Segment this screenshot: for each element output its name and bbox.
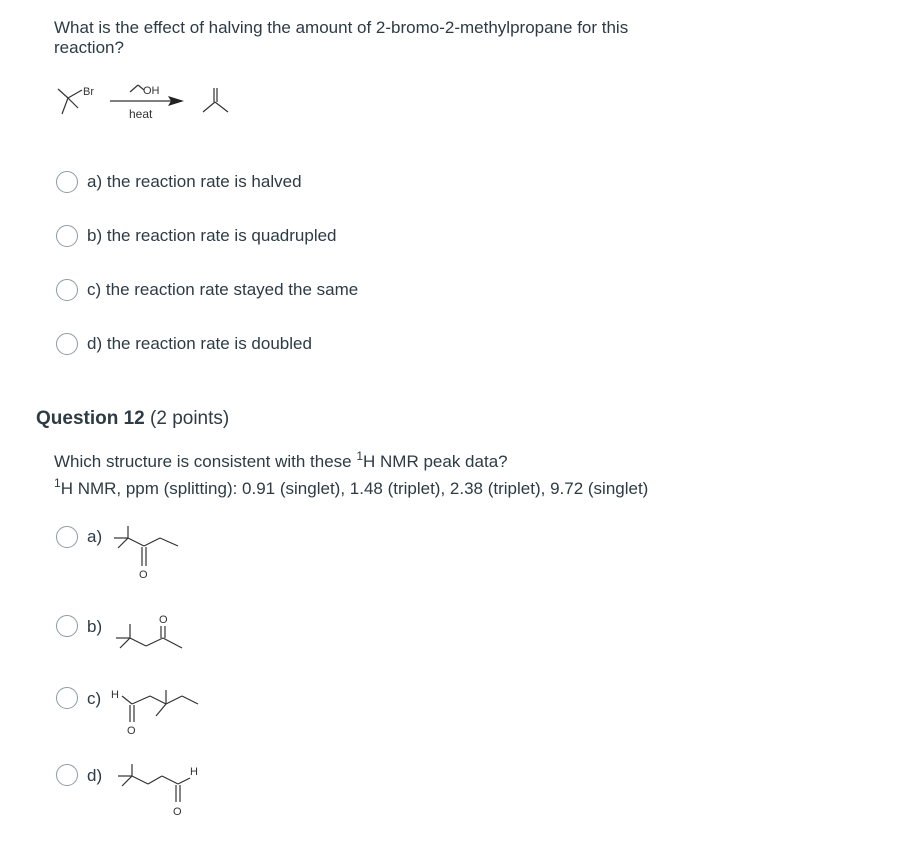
oh-label: OH — [143, 85, 160, 97]
hydrogen-label: H — [111, 689, 119, 701]
q12-structure-a — [108, 522, 198, 582]
q12-option-b-letter[interactable]: b) — [87, 617, 103, 636]
q11-option-a-radio[interactable] — [56, 171, 78, 193]
oxygen-label: O — [173, 806, 182, 818]
q12-points: (2 points) — [150, 408, 230, 429]
q12-heading — [36, 408, 229, 430]
oxygen-label: O — [139, 569, 148, 581]
q12-structure-b — [110, 610, 200, 660]
q11-prompt-line2: reaction? — [54, 38, 124, 57]
q12-option-c-radio[interactable] — [56, 687, 78, 709]
br-label: Br — [83, 86, 94, 98]
ethanol — [130, 85, 144, 92]
q12-option-a-radio[interactable] — [56, 526, 78, 548]
q12-option-d-letter[interactable]: d) — [87, 766, 103, 785]
q12-option-b-radio[interactable] — [56, 615, 78, 637]
q12-structure-c — [110, 684, 210, 744]
q12-option-a-letter[interactable]: a) — [87, 527, 103, 546]
oxygen-label: O — [159, 614, 168, 626]
q11-option-b-label[interactable]: b) the reaction rate is quadrupled — [87, 226, 337, 245]
q11-prompt — [54, 18, 628, 58]
q11-option-c-label[interactable]: c) the reaction rate stayed the same — [87, 280, 359, 299]
q11-option-b-radio[interactable] — [56, 225, 78, 247]
oxygen-label: O — [127, 725, 136, 737]
q12-prompt: Which structure is consistent with these $^1$H NMR peak data? — [54, 449, 508, 471]
q11-reaction-scheme — [54, 78, 254, 128]
isobutylene — [203, 88, 228, 112]
q12-nmr-data: $^1$H NMR, ppm (splitting): 0.91 (singlet), 1.48 (triplet), 2.38 (triplet), 9.72 (singlet) — [54, 476, 649, 498]
tert-butyl-bromide — [58, 89, 82, 114]
heat-label: heat — [129, 107, 153, 121]
q11-option-d-label[interactable]: d) the reaction rate is doubled — [87, 334, 312, 353]
q12-option-d-radio[interactable] — [56, 764, 78, 786]
q12-structure-d — [110, 758, 210, 824]
q11-option-d-radio[interactable] — [56, 333, 78, 355]
q11-option-c-radio[interactable] — [56, 279, 78, 301]
q12-title: Question 12 — [36, 408, 145, 429]
q11-prompt-line1: What is the effect of halving the amount of 2-bromo-2-methylpropane for this — [54, 18, 629, 37]
q12-option-c-letter[interactable]: c) — [87, 689, 102, 708]
hydrogen-label: H — [190, 766, 198, 778]
q11-option-a-label[interactable]: a) the reaction rate is halved — [87, 172, 302, 191]
